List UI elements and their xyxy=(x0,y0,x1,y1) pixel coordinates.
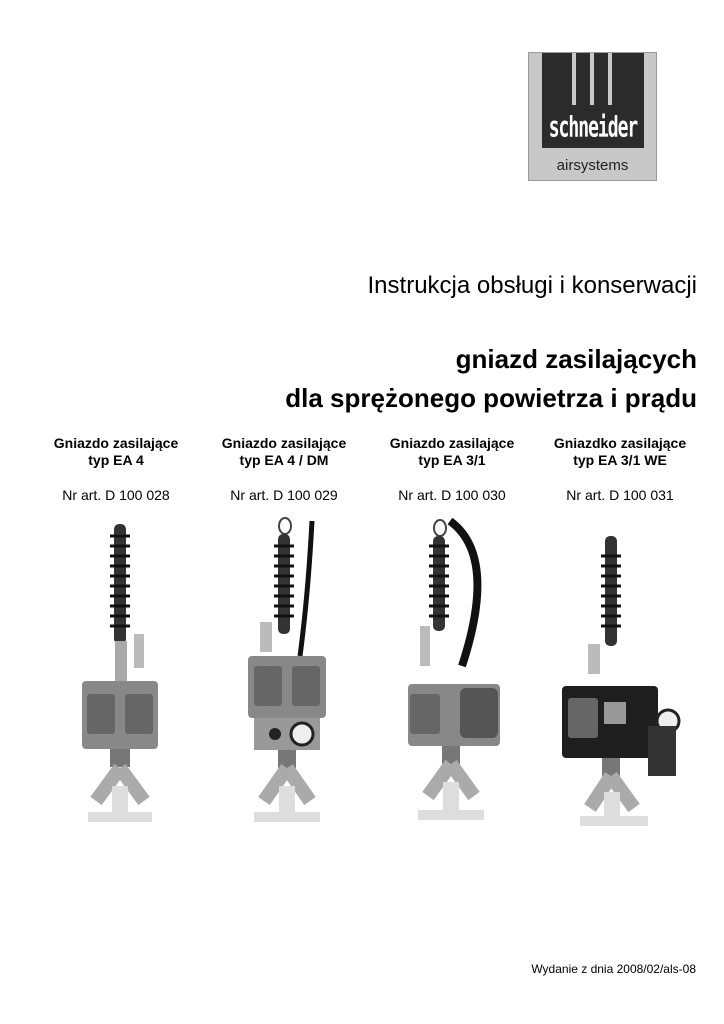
product-article-number: Nr art. D 100 031 xyxy=(566,487,674,503)
product-article-number: Nr art. D 100 028 xyxy=(62,487,170,503)
product-caption xyxy=(200,435,368,503)
logo-dark-block xyxy=(542,53,644,148)
product-article-number: Nr art. D 100 030 xyxy=(398,487,506,503)
brand-logo xyxy=(528,52,657,181)
logo-wordmark: schneider xyxy=(548,111,638,145)
product-photo-ea4 xyxy=(60,516,180,836)
product-name-line-1: Gniazdo zasilające xyxy=(389,435,515,451)
logo-stripe xyxy=(572,53,576,105)
logo-subtitle: airsystems xyxy=(556,157,629,174)
product-name-line-1: Gniazdko zasilające xyxy=(553,435,687,451)
document-subtitle-line-2: dla sprężonego powietrza i prądu xyxy=(285,383,697,413)
product-photo-ea3-1 xyxy=(398,516,518,836)
product-name-line-2: typ EA 4 xyxy=(88,452,144,468)
product-name-line-2: typ EA 3/1 xyxy=(418,452,486,468)
product-caption xyxy=(536,435,704,503)
logo-stripe xyxy=(608,53,612,105)
document-subtitle-line-1: gniazd zasilających xyxy=(455,344,697,374)
product-caption xyxy=(368,435,536,503)
product-caption xyxy=(32,435,200,503)
product-photo-ea4-dm xyxy=(230,516,350,836)
product-name-line-2: typ EA 3/1 WE xyxy=(573,452,667,468)
document-title: Instrukcja obsługi i konserwacji xyxy=(367,272,697,299)
product-article-number: Nr art. D 100 029 xyxy=(230,487,338,503)
edition-note: Wydanie z dnia 2008/02/als-08 xyxy=(531,962,696,976)
product-name-line-2: typ EA 4 / DM xyxy=(239,452,329,468)
product-photo-ea3-1-we xyxy=(562,516,692,836)
logo-stripe xyxy=(590,53,594,105)
product-name-line-1: Gniazdo zasilające xyxy=(221,435,347,451)
product-name-line-1: Gniazdo zasilające xyxy=(53,435,179,451)
